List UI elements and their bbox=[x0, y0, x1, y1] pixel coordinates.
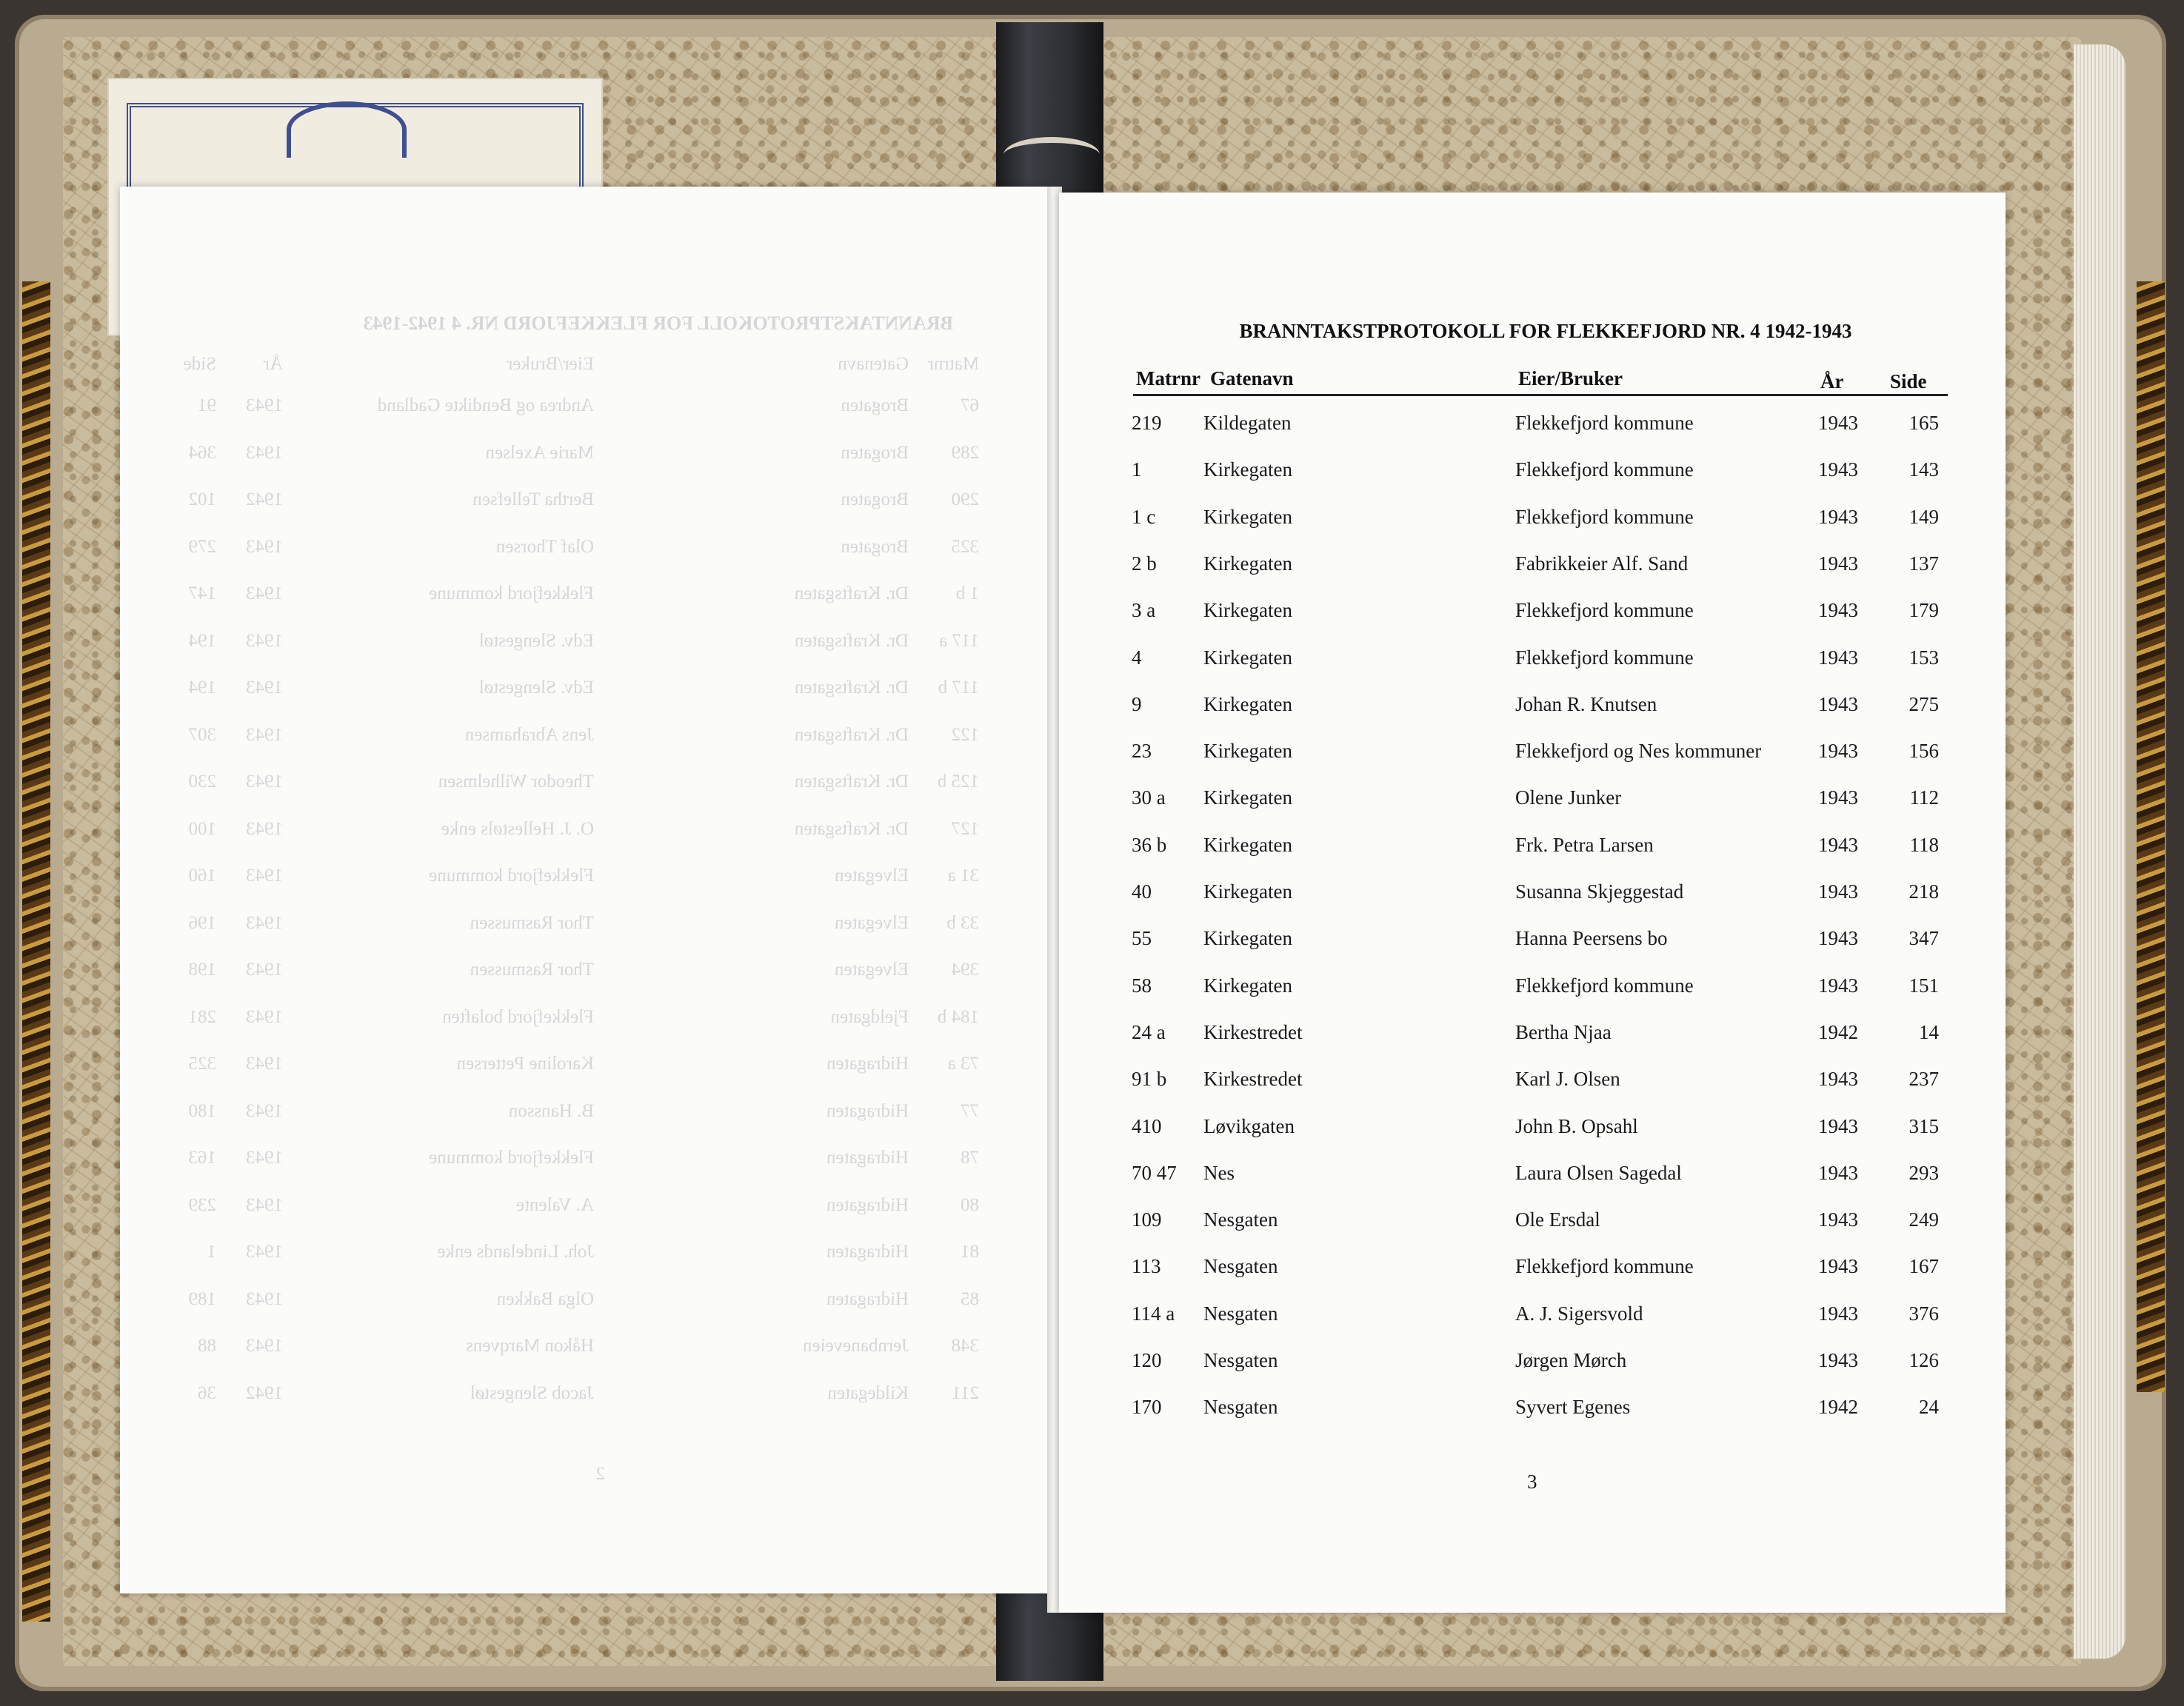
cell-side: 153 bbox=[1909, 646, 1939, 669]
cell-eier: Jørgen Mørch bbox=[1515, 1349, 1627, 1371]
cell-matrnr: 91 b bbox=[1132, 1068, 1167, 1091]
bleed-cell-side: 36 bbox=[198, 1382, 216, 1403]
bleed-cell-side: 1 bbox=[207, 1242, 216, 1262]
table-row bbox=[0, 1302, 2184, 1332]
bleed-cell-gatenavn: Hidragaten bbox=[826, 1194, 909, 1215]
bleed-cell-aar: 1943 bbox=[246, 1242, 283, 1262]
cell-aar: 1942 bbox=[1818, 1396, 1858, 1419]
bleed-cell-side: 281 bbox=[188, 1006, 216, 1027]
bleed-cell-matrnr: 33 b bbox=[946, 912, 979, 933]
cell-gatenavn: Kirkegaten bbox=[1203, 927, 1292, 950]
cell-side: 24 bbox=[1919, 1396, 1939, 1419]
bleed-cell-side: 91 bbox=[198, 395, 216, 415]
cell-aar: 1943 bbox=[1818, 1161, 1858, 1184]
cell-aar: 1943 bbox=[1818, 927, 1858, 950]
cell-side: 179 bbox=[1909, 599, 1939, 622]
bleed-cell-eier: Flekkefjord kommune bbox=[429, 1148, 594, 1168]
cell-gatenavn: Kirkegaten bbox=[1203, 692, 1292, 715]
cell-eier: Frk. Petra Larsen bbox=[1515, 833, 1654, 856]
bleed-cell-eier: Joh. Lindelands enke bbox=[437, 1242, 594, 1262]
cell-eier: Flekkefjord kommune bbox=[1515, 599, 1694, 622]
bleed-page-number: 2 bbox=[595, 1464, 605, 1484]
bleed-cell-aar: 1943 bbox=[246, 536, 283, 557]
cell-gatenavn: Kirkegaten bbox=[1203, 740, 1292, 763]
cell-gatenavn: Kirkegaten bbox=[1203, 786, 1292, 809]
bleed-cell-aar: 1943 bbox=[246, 1336, 283, 1356]
bleed-cell-aar: 1943 bbox=[246, 912, 283, 933]
cell-side: 376 bbox=[1909, 1302, 1939, 1325]
bleed-cell-eier: Thor Rasmussen bbox=[470, 960, 594, 980]
cell-gatenavn: Kirkegaten bbox=[1203, 599, 1292, 622]
bleed-cell-aar: 1943 bbox=[246, 678, 283, 698]
bleed-cell-gatenavn: Hidragaten bbox=[826, 1242, 909, 1262]
bleed-cell-aar: 1943 bbox=[246, 960, 283, 980]
bleed-cell-gatenavn: Brogaten bbox=[841, 489, 909, 509]
bleed-cell-eier: Jens Abrahamsen bbox=[464, 724, 594, 745]
cell-eier: Syvert Egenes bbox=[1515, 1396, 1631, 1419]
cell-matrnr: 120 bbox=[1132, 1349, 1162, 1371]
cell-eier: Flekkefjord kommune bbox=[1515, 974, 1694, 997]
cell-aar: 1943 bbox=[1818, 1255, 1858, 1278]
bleed-header-side: Side bbox=[183, 354, 216, 374]
cell-matrnr: 1 c bbox=[1132, 505, 1156, 528]
bleed-cell-side: 230 bbox=[188, 772, 216, 792]
bleed-cell-gatenavn: Dr. Kraftsgaten bbox=[794, 678, 909, 698]
bleed-cell-matrnr: 325 bbox=[951, 536, 979, 557]
cell-gatenavn: Nesgaten bbox=[1203, 1208, 1278, 1231]
cell-matrnr: 219 bbox=[1132, 412, 1162, 434]
cell-eier: Ole Ersdal bbox=[1515, 1208, 1600, 1231]
bleed-cell-eier: Flekkefjord kommune bbox=[429, 583, 594, 603]
bleed-cell-eier: Edv. Slengestøl bbox=[478, 678, 594, 698]
bleed-header-gatenavn: Gatenavn bbox=[838, 354, 909, 374]
bleed-cell-side: 307 bbox=[188, 724, 216, 745]
bleed-cell-side: 194 bbox=[188, 678, 216, 698]
bleed-cell-eier: A. Valente bbox=[515, 1194, 594, 1215]
bleed-cell-matrnr: 211 bbox=[952, 1382, 979, 1403]
cell-eier: Flekkefjord og Nes kommuner bbox=[1515, 740, 1762, 763]
bleed-cell-eier: Karoline Pettersen bbox=[456, 1054, 594, 1074]
bleed-cell-aar: 1943 bbox=[246, 1194, 283, 1215]
bleed-cell-side: 100 bbox=[188, 818, 216, 839]
bleed-cell-matrnr: 184 b bbox=[937, 1006, 979, 1027]
bleed-cell-aar: 1943 bbox=[246, 1288, 283, 1309]
cell-matrnr: 70 47 bbox=[1132, 1161, 1177, 1184]
cell-matrnr: 24 a bbox=[1132, 1020, 1166, 1043]
bleed-cell-aar: 1943 bbox=[246, 772, 283, 792]
bleed-cell-gatenavn: Dr. Kraftsgaten bbox=[794, 630, 909, 651]
table-row bbox=[0, 458, 2184, 488]
cell-gatenavn: Kirkestredet bbox=[1203, 1068, 1303, 1091]
bleed-cell-aar: 1943 bbox=[246, 1100, 283, 1121]
bleed-cell-eier: Jacob Slengestøl bbox=[470, 1382, 594, 1403]
cell-aar: 1943 bbox=[1818, 1302, 1858, 1325]
bleed-cell-gatenavn: Elvegaten bbox=[835, 866, 909, 886]
header-side: Side bbox=[1890, 370, 1927, 392]
bleed-cell-aar: 1943 bbox=[246, 395, 283, 415]
cell-eier: Bertha Njaa bbox=[1515, 1020, 1612, 1043]
cell-eier: Flekkefjord kommune bbox=[1515, 458, 1694, 481]
bleed-cell-aar: 1942 bbox=[246, 1382, 283, 1403]
table-row bbox=[0, 1068, 2184, 1097]
bleed-cell-gatenavn: Dr. Kraftsgaten bbox=[794, 724, 909, 745]
bleed-header-aar: År bbox=[263, 354, 283, 374]
bleed-cell-matrnr: 125 b bbox=[937, 772, 979, 792]
bleed-cell-side: 160 bbox=[188, 866, 216, 886]
cell-eier: A. J. Sigersvold bbox=[1515, 1302, 1643, 1325]
cell-gatenavn: Kirkegaten bbox=[1203, 833, 1292, 856]
bleed-cell-gatenavn: Brogaten bbox=[841, 536, 909, 557]
bleed-cell-matrnr: 73 a bbox=[947, 1054, 979, 1074]
bleed-cell-side: 239 bbox=[188, 1194, 216, 1215]
bleed-cell-gatenavn: Hidragaten bbox=[826, 1288, 909, 1309]
table-row bbox=[0, 1208, 2184, 1238]
bleed-cell-gatenavn: Elvegaten bbox=[835, 912, 909, 933]
cell-matrnr: 58 bbox=[1132, 974, 1152, 997]
table-row bbox=[0, 599, 2184, 629]
header-rule bbox=[1133, 394, 1948, 396]
table-row bbox=[0, 880, 2184, 910]
bleed-cell-matrnr: 81 bbox=[961, 1242, 979, 1262]
cell-gatenavn: Nesgaten bbox=[1203, 1302, 1278, 1325]
bleed-cell-eier: Håkon Marqvens bbox=[466, 1336, 594, 1356]
bleed-cell-matrnr: 31 a bbox=[947, 866, 979, 886]
bleed-cell-matrnr: 117 b bbox=[938, 678, 979, 698]
table-row bbox=[0, 552, 2184, 582]
page-number: 3 bbox=[1527, 1471, 1537, 1493]
cell-gatenavn: Kirkegaten bbox=[1203, 646, 1292, 669]
bleed-cell-eier: Olga Bakken bbox=[496, 1288, 594, 1309]
bleed-cell-gatenavn: Hidragaten bbox=[826, 1148, 909, 1168]
header-matrnr: Matrnr bbox=[1136, 367, 1200, 389]
cell-side: 165 bbox=[1909, 412, 1939, 434]
cell-eier: Johan R. Knutsen bbox=[1515, 692, 1657, 715]
bleed-cell-side: 147 bbox=[188, 583, 216, 603]
cell-gatenavn: Kirkegaten bbox=[1203, 505, 1292, 528]
cell-side: 126 bbox=[1909, 1349, 1939, 1371]
bleed-cell-eier: Flekkefjord bolaften bbox=[442, 1006, 594, 1027]
bleed-cell-eier: Andrea og Bendikte Gadland bbox=[377, 395, 594, 415]
bleed-cell-eier: Thor Rasmussen bbox=[470, 912, 594, 933]
cell-aar: 1942 bbox=[1818, 1020, 1858, 1043]
cell-side: 112 bbox=[1909, 786, 1939, 809]
table-row bbox=[0, 834, 2184, 863]
cell-aar: 1943 bbox=[1818, 505, 1858, 528]
table-row bbox=[0, 412, 2184, 441]
table-row bbox=[0, 506, 2184, 535]
bleed-cell-eier: Flekkefjord kommune bbox=[429, 866, 594, 886]
bleed-cell-matrnr: 85 bbox=[961, 1288, 979, 1309]
cell-side: 347 bbox=[1909, 927, 1939, 950]
bleed-cell-aar: 1943 bbox=[246, 442, 283, 463]
bleed-cell-aar: 1943 bbox=[246, 1006, 283, 1027]
bleed-cell-matrnr: 348 bbox=[951, 1336, 979, 1356]
cell-side: 14 bbox=[1919, 1020, 1939, 1043]
bleed-cell-matrnr: 77 bbox=[961, 1100, 979, 1121]
cell-side: 218 bbox=[1909, 880, 1939, 903]
bleed-cell-matrnr: 78 bbox=[961, 1148, 979, 1168]
header-eier: Eier/Bruker bbox=[1518, 367, 1623, 389]
bleed-cell-gatenavn: Dr. Kraftsgaten bbox=[794, 772, 909, 792]
cell-matrnr: 109 bbox=[1132, 1208, 1162, 1231]
cell-side: 118 bbox=[1909, 833, 1939, 856]
cell-side: 167 bbox=[1909, 1255, 1939, 1278]
cell-gatenavn: Kirkegaten bbox=[1203, 458, 1292, 481]
table-row bbox=[0, 1349, 2184, 1379]
cell-gatenavn: Kirkegaten bbox=[1203, 880, 1292, 903]
cell-gatenavn: Nes bbox=[1203, 1161, 1235, 1184]
bleed-cell-gatenavn: Hidragaten bbox=[826, 1100, 909, 1121]
cell-gatenavn: Kildegaten bbox=[1203, 412, 1292, 434]
bleed-cell-gatenavn: Dr. Kraftsgaten bbox=[794, 818, 909, 839]
cell-side: 249 bbox=[1909, 1208, 1939, 1231]
bleed-cell-aar: 1943 bbox=[246, 818, 283, 839]
cell-matrnr: 23 bbox=[1132, 740, 1152, 763]
binding-string bbox=[1003, 137, 1100, 173]
cell-aar: 1943 bbox=[1818, 1349, 1858, 1371]
bleed-cell-side: 364 bbox=[188, 442, 216, 463]
table-row bbox=[0, 1021, 2184, 1051]
cell-matrnr: 40 bbox=[1132, 880, 1152, 903]
table-row bbox=[0, 786, 2184, 816]
cell-gatenavn: Løvikgaten bbox=[1203, 1114, 1295, 1137]
cell-matrnr: 4 bbox=[1132, 646, 1142, 669]
bleed-cell-matrnr: 1 b bbox=[955, 583, 979, 603]
bleed-header-eier: Eier/Bruker bbox=[506, 354, 594, 374]
bleed-cell-side: 325 bbox=[188, 1054, 216, 1074]
table-row bbox=[0, 693, 2184, 723]
bleed-cell-aar: 1943 bbox=[246, 583, 283, 603]
table-row bbox=[0, 974, 2184, 1004]
cell-gatenavn: Kirkestredet bbox=[1203, 1020, 1303, 1043]
bleed-cell-aar: 1943 bbox=[246, 1148, 283, 1168]
cell-aar: 1943 bbox=[1818, 646, 1858, 669]
cell-aar: 1943 bbox=[1818, 974, 1858, 997]
bleed-cell-aar: 1943 bbox=[246, 1054, 283, 1074]
bleed-cell-eier: Edv. Slengestøl bbox=[478, 630, 594, 651]
cell-matrnr: 2 b bbox=[1132, 552, 1157, 575]
bleed-cell-matrnr: 394 bbox=[951, 960, 979, 980]
cell-aar: 1943 bbox=[1818, 458, 1858, 481]
cell-matrnr: 55 bbox=[1132, 927, 1152, 950]
bleed-cell-eier: Bertha Tellefsen bbox=[472, 489, 594, 509]
bleed-cell-side: 180 bbox=[188, 1100, 216, 1121]
bleed-header-row bbox=[164, 354, 979, 376]
cell-eier: Flekkefjord kommune bbox=[1515, 505, 1694, 528]
table-row bbox=[0, 1115, 2184, 1145]
cell-eier: Flekkefjord kommune bbox=[1515, 1255, 1694, 1278]
cell-eier: Fabrikkeier Alf. Sand bbox=[1515, 552, 1689, 575]
cell-eier: Flekkefjord kommune bbox=[1515, 646, 1694, 669]
cell-side: 143 bbox=[1909, 458, 1939, 481]
cell-matrnr: 114 a bbox=[1132, 1302, 1175, 1325]
table-row bbox=[0, 740, 2184, 769]
cell-side: 315 bbox=[1909, 1114, 1939, 1137]
table-row bbox=[0, 1255, 2184, 1285]
cell-matrnr: 30 a bbox=[1132, 786, 1166, 809]
bleed-cell-gatenavn: Elvegaten bbox=[835, 960, 909, 980]
bleed-cell-eier: B. Hansson bbox=[508, 1100, 594, 1121]
cell-gatenavn: Kirkegaten bbox=[1203, 552, 1292, 575]
bleed-header-matrnr: Matrnr bbox=[927, 354, 979, 374]
bleed-cell-side: 163 bbox=[188, 1148, 216, 1168]
bleed-cell-matrnr: 290 bbox=[951, 489, 979, 509]
bleed-cell-eier: O. J. Hellestøls enke bbox=[441, 818, 594, 839]
cell-aar: 1943 bbox=[1818, 880, 1858, 903]
bleed-cell-side: 88 bbox=[198, 1336, 216, 1356]
cell-matrnr: 410 bbox=[1132, 1114, 1162, 1137]
bleed-cell-side: 198 bbox=[188, 960, 216, 980]
cell-matrnr: 170 bbox=[1132, 1396, 1162, 1419]
cell-matrnr: 1 bbox=[1132, 458, 1142, 481]
cell-matrnr: 3 a bbox=[1132, 599, 1156, 622]
bleed-cell-side: 189 bbox=[188, 1288, 216, 1309]
bleed-cell-aar: 1943 bbox=[246, 724, 283, 745]
cell-aar: 1943 bbox=[1818, 552, 1858, 575]
cell-eier: Flekkefjord kommune bbox=[1515, 412, 1694, 434]
cell-matrnr: 36 b bbox=[1132, 833, 1167, 856]
cell-side: 275 bbox=[1909, 692, 1939, 715]
bleed-cell-matrnr: 122 bbox=[951, 724, 979, 745]
bleed-cell-matrnr: 117 a bbox=[939, 630, 979, 651]
bleed-cell-side: 279 bbox=[188, 536, 216, 557]
cell-side: 156 bbox=[1909, 740, 1939, 763]
cell-aar: 1943 bbox=[1818, 1208, 1858, 1231]
cell-eier: Laura Olsen Sagedal bbox=[1515, 1161, 1682, 1184]
bleed-cell-matrnr: 289 bbox=[951, 442, 979, 463]
bookplate-ornament-icon bbox=[287, 101, 407, 158]
document-title: BRANNTAKSTPROTOKOLL FOR FLEKKEFJORD NR. 4 1942-1943 bbox=[1239, 320, 1852, 342]
cell-gatenavn: Nesgaten bbox=[1203, 1255, 1278, 1278]
table-row bbox=[0, 1162, 2184, 1191]
table-row bbox=[0, 1396, 2184, 1425]
cell-aar: 1943 bbox=[1818, 833, 1858, 856]
cell-gatenavn: Nesgaten bbox=[1203, 1349, 1278, 1371]
bleed-cell-gatenavn: Fjeldgaten bbox=[830, 1006, 909, 1027]
bleed-cell-aar: 1943 bbox=[246, 866, 283, 886]
header-gatenavn: Gatenavn bbox=[1210, 367, 1294, 389]
cell-side: 293 bbox=[1909, 1161, 1939, 1184]
cell-side: 237 bbox=[1909, 1068, 1939, 1091]
bleed-title: BRANNTAKSTPROTOKOLL FOR FLEKKEFJORD NR. 4 1942-1943 bbox=[363, 312, 953, 334]
cell-side: 149 bbox=[1909, 505, 1939, 528]
cell-side: 151 bbox=[1909, 974, 1939, 997]
cell-gatenavn: Nesgaten bbox=[1203, 1396, 1278, 1419]
bleed-cell-gatenavn: Brogaten bbox=[841, 442, 909, 463]
bleed-cell-matrnr: 80 bbox=[961, 1194, 979, 1215]
cell-gatenavn: Kirkegaten bbox=[1203, 974, 1292, 997]
bleed-cell-gatenavn: Dr. Kraftsgaten bbox=[794, 583, 909, 603]
cell-aar: 1943 bbox=[1818, 692, 1858, 715]
bleed-cell-eier: Marie Axelsen bbox=[485, 442, 594, 463]
cell-aar: 1943 bbox=[1818, 786, 1858, 809]
cell-eier: John B. Opsahl bbox=[1515, 1114, 1638, 1137]
cell-aar: 1943 bbox=[1818, 1068, 1858, 1091]
cell-aar: 1943 bbox=[1818, 412, 1858, 434]
bleed-cell-gatenavn: Hidragaten bbox=[826, 1054, 909, 1074]
bleed-cell-eier: Theodor Wilhelmsen bbox=[438, 772, 594, 792]
cell-side: 137 bbox=[1909, 552, 1939, 575]
bleed-cell-gatenavn: Brogaten bbox=[841, 395, 909, 415]
table-row bbox=[0, 646, 2184, 676]
cell-eier: Hanna Peersens bo bbox=[1515, 927, 1668, 950]
bleed-cell-eier: Olaf Thorsen bbox=[495, 536, 594, 557]
cell-eier: Olene Junker bbox=[1515, 786, 1622, 809]
bleed-cell-aar: 1942 bbox=[246, 489, 283, 509]
bleed-cell-aar: 1943 bbox=[246, 630, 283, 651]
bleed-cell-gatenavn: Jernbaneveien bbox=[803, 1336, 909, 1356]
cell-matrnr: 113 bbox=[1132, 1255, 1161, 1278]
bleed-cell-side: 196 bbox=[188, 912, 216, 933]
cell-eier: Susanna Skjeggestad bbox=[1515, 880, 1684, 903]
table-row bbox=[0, 927, 2184, 957]
cell-aar: 1943 bbox=[1818, 740, 1858, 763]
cell-eier: Karl J. Olsen bbox=[1515, 1068, 1620, 1091]
bleed-cell-matrnr: 127 bbox=[951, 818, 979, 839]
bleed-cell-gatenavn: Kildegaten bbox=[827, 1382, 909, 1403]
cell-aar: 1943 bbox=[1818, 599, 1858, 622]
cell-matrnr: 9 bbox=[1132, 692, 1142, 715]
bleed-cell-side: 102 bbox=[188, 489, 216, 509]
header-aar: År bbox=[1820, 370, 1844, 392]
bleed-cell-side: 194 bbox=[188, 630, 216, 651]
cell-aar: 1943 bbox=[1818, 1114, 1858, 1137]
bleed-cell-matrnr: 67 bbox=[961, 395, 979, 415]
